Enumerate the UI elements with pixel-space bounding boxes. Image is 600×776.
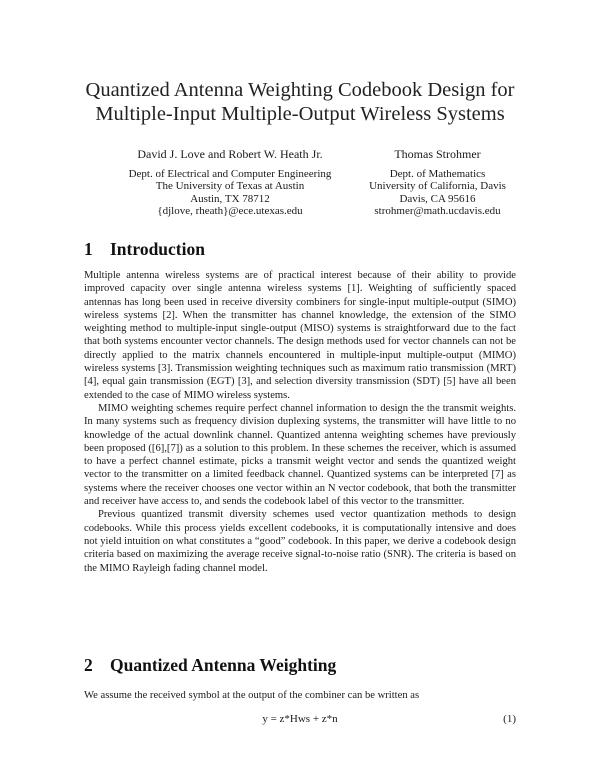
author-city: Davis, CA 95616: [399, 192, 476, 205]
section-heading-quantized-antenna-weighting: [84, 655, 336, 676]
section-title: Quantized Antenna Weighting: [110, 655, 337, 675]
author-names: David J. Love and Robert W. Heath Jr.: [137, 147, 323, 161]
section-heading-introduction: [84, 239, 205, 260]
author-email: {djlove, rheath}@ece.utexas.edu: [157, 205, 303, 217]
author-block-ut-austin: [110, 148, 350, 218]
author-block-uc-davis: [345, 148, 530, 218]
equation-number: (1): [503, 713, 516, 725]
author-names: Thomas Strohmer: [394, 147, 481, 161]
section-number: 2: [84, 655, 93, 675]
paragraph: Multiple antenna wireless systems are of practical interest because of their ability to provide improved capacity over single antenna wireless systems [1]. Weighting of sufficiently spaced antennas has long been used in receive diversity combiners for single-input multiple-output (SIMO) wireless systems [2]. When the transmitter has channel knowledge, the extension of the SIMO weighting method to multiple-input single-output (MISO) systems is straightforward due to the fact that both systems encounter vector channels. The design methods used for vector channels can not be directly applied to the matrix channels encountered in multiple-input multiple-output (MIMO) wireless systems [3]. Transmission weighting techniques such as maximum ratio transmission (MRT) [4], equal gain transmission (EGT) [3], and selection diversity transmission (SDT) [5] have all been extended to the case of MIMO wireless systems.: [84, 270, 516, 401]
paragraph: Previous quantized transmit diversity schemes used vector quantization methods to design codebooks. While this process yields excellent codebooks, it is computationally intensive and does not yield intuition on what constitutes a “good” codebook. In this paper, we derive a codebook design criteria based on maximizing the average receive signal-to-noise ratio (SNR). The criteria is based on the MIMO Rayleigh fading channel model.: [84, 509, 516, 574]
paragraph: We assume the received symbol at the output of the combiner can be written as: [84, 690, 420, 701]
equation-1: [84, 713, 516, 725]
author-email: strohmer@math.ucdavis.edu: [374, 205, 501, 217]
section-number: 1: [84, 239, 93, 259]
author-dept: Dept. of Mathematics: [389, 167, 486, 180]
equation-text: y = z*Hws + z*n: [262, 713, 338, 725]
title-line-2: Multiple-Input Multiple-Output Wireless Systems: [95, 103, 505, 125]
section-title: Introduction: [110, 239, 205, 259]
author-institution: The University of Texas at Austin: [155, 180, 305, 192]
paragraph: MIMO weighting schemes require perfect channel information to design the the transmit weights. In many systems such as frequency division duplexing systems, the transmitter will have little to no knowledge of the actual downlink channel. Quantized antenna weighting schemes have previously been proposed ([6],[7]) as a solution to this problem. In these schemes the receiver, which is assumed to have a perfect channel estimate, picks a transmit weight vector and sends the quantized weight vector to the transmitter on a limited feedback channel. Quantized systems can be interpreted [7] as systems where the receiver chooses one vector within an N vector codebook, that both the transmitter and receiver have access to, and sends the codebook label of this vector to the transmitter.: [84, 402, 516, 508]
author-dept: Dept. of Electrical and Computer Engineering: [128, 167, 332, 180]
title-line-1: Quantized Antenna Weighting Codebook Design for: [85, 79, 515, 101]
author-institution: University of California, Davis: [369, 180, 506, 192]
paper-title: [60, 78, 540, 126]
author-city: Austin, TX 78712: [190, 192, 270, 205]
section-2-body: [84, 689, 516, 702]
introduction-body: [84, 269, 516, 575]
